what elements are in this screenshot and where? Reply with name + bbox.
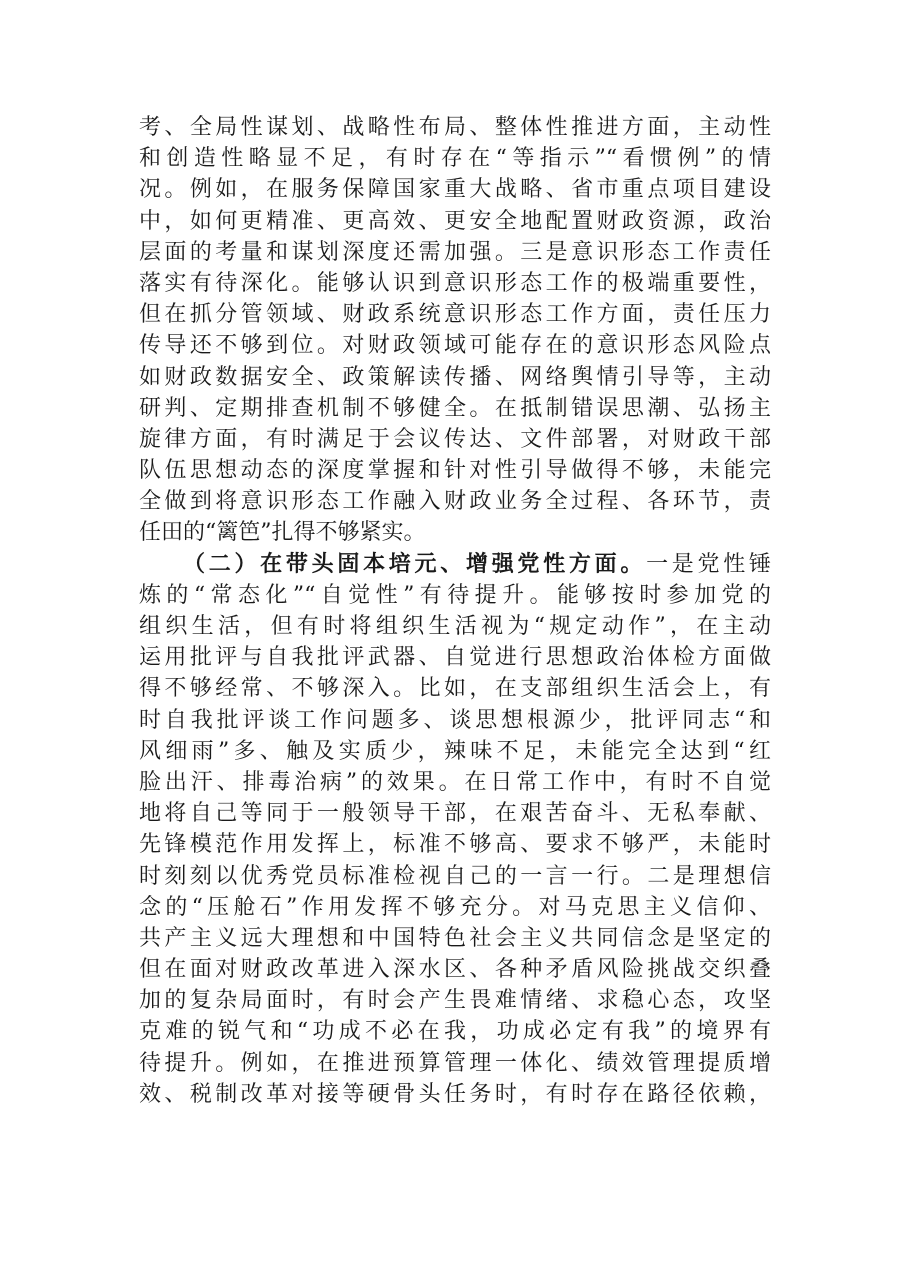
text-line: 得不够经常、不够深入。比如，在支部组织生活会上，有 (139, 676, 771, 702)
text-line: 脸出汗、排毒治病”的效果。在日常工作中，有时不自觉 (139, 769, 771, 795)
text-line: 时自我批评谈工作问题多、谈思想根源少，批评同志“和 (139, 707, 771, 733)
text-line: 研判、定期排查机制不够健全。在抵制错误思潮、弘扬主 (139, 395, 771, 421)
text-line: 任田的“篱笆”扎得不够紧实。 (139, 520, 426, 546)
text-line: 但在抓分管领域、财政系统意识形态工作方面，责任压力 (139, 302, 771, 328)
text-line: 克难的锐气和“功成不必在我，功成必定有我”的境界有 (139, 1019, 771, 1045)
text-line: 层面的考量和谋划深度还需加强。三是意识形态工作责任 (139, 239, 771, 265)
paragraph-2-first-line (139, 549, 771, 580)
text-line: 待提升。例如，在推进预算管理一体化、绩效管理提质增 (139, 1050, 771, 1076)
text-line: 加的复杂局面时，有时会产生畏难情绪、求稳心态，攻坚 (139, 988, 771, 1014)
text-line: 如财政数据安全、政策解读传播、网络舆情引导等，主动 (139, 364, 771, 390)
text-line: 全做到将意识形态工作融入财政业务全过程、各环节，责 (139, 489, 771, 515)
text-line: 效、税制改革对接等硬骨头任务时，有时存在路径依赖， (139, 1081, 771, 1107)
text-line: 炼的“常态化”“自觉性”有待提升。能够按时参加党的 (139, 582, 771, 608)
document-body (139, 112, 771, 1110)
text-line: 风细雨”多、触及实质少，辣味不足，未能完全达到“红 (139, 738, 771, 764)
text-line: 组织生活，但有时将组织生活视为“规定动作”，在主动 (139, 614, 771, 639)
text-line: 考、全局性谋划、战略性布局、整体性推进方面，主动性 (139, 115, 771, 140)
paragraph-2 (139, 549, 771, 1110)
section-heading: （二）在带头固本培元、增强党性方面。 (183, 550, 647, 577)
text-line: 旋律方面，有时满足于会议传达、文件部署，对财政干部 (139, 426, 771, 452)
text-line: 念的“压舱石”作用发挥不够充分。对马克思主义信仰、 (139, 894, 771, 920)
text-line: 共产主义远大理想和中国特色社会主义共同信念是坚定的 (139, 925, 771, 951)
text-line: 运用批评与自我批评武器、自觉进行思想政治体检方面做 (139, 645, 771, 671)
text-line: 落实有待深化。能够认识到意识形态工作的极端重要性， (139, 270, 771, 296)
text-line: 传导还不够到位。对财政领域可能存在的意识形态风险点 (139, 333, 771, 359)
text-line: 队伍思想动态的深度掌握和针对性引导做得不够，未能完 (139, 458, 771, 484)
text-line: 况。例如，在服务保障国家重大战略、省市重点项目建设 (139, 177, 771, 203)
text-line: 地将自己等同于一般领导干部，在艰苦奋斗、无私奉献、 (139, 801, 771, 827)
paragraph-1 (139, 112, 771, 549)
text-line: 但在面对财政改革进入深水区、各种矛盾风险挑战交织叠 (139, 957, 771, 983)
text-line: 时刻刻以优秀党员标准检视自己的一言一行。二是理想信 (139, 863, 771, 889)
text-line: 先锋模范作用发挥上，标准不够高、要求不够严，未能时 (139, 832, 771, 858)
text-run: 一是党性锤 (646, 551, 771, 577)
text-line: 和创造性略显不足，有时存在“等指示”“看惯例”的情 (139, 146, 771, 172)
text-line: 中，如何更精准、更高效、更安全地配置财政资源，政治 (139, 208, 771, 234)
